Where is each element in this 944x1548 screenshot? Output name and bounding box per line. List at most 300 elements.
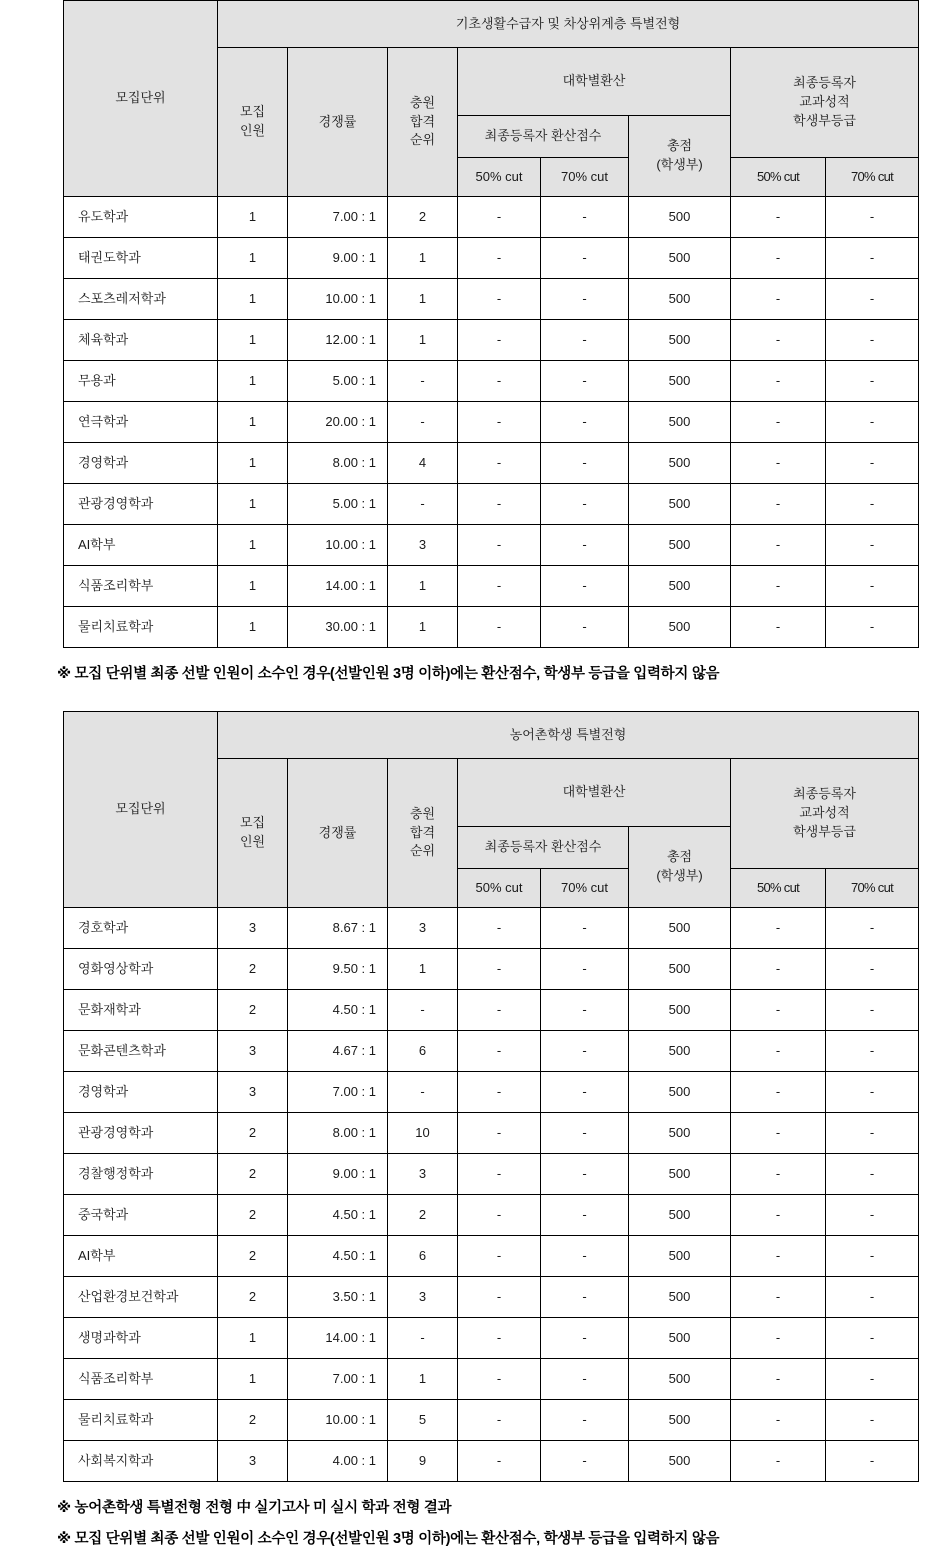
header-total-score xyxy=(629,826,731,907)
cell-waitlist-rank: 6 xyxy=(388,1236,458,1277)
cell-competition-ratio: 14.00 : 1 xyxy=(288,1318,388,1359)
cell-grade-cut70: - xyxy=(826,525,919,566)
header-rank-line2: 합격 xyxy=(409,113,436,129)
cell-total-score: 500 xyxy=(629,1236,731,1277)
cell-unit: 문화재학과 xyxy=(64,990,218,1031)
table-row xyxy=(64,1318,919,1359)
cell-grade-cut70: - xyxy=(826,908,919,949)
cell-unit: 물리치료학과 xyxy=(64,1400,218,1441)
cell-score-cut50: - xyxy=(458,402,541,443)
cell-unit: AI학부 xyxy=(64,525,218,566)
cell-waitlist-rank: 3 xyxy=(388,1277,458,1318)
cell-capacity: 3 xyxy=(218,908,288,949)
header-final-grade-group xyxy=(731,759,919,869)
cell-capacity: 1 xyxy=(218,361,288,402)
cell-score-cut70: - xyxy=(541,1154,629,1195)
table-separator xyxy=(0,683,944,711)
header-unit: 모집단위 xyxy=(64,712,218,908)
cell-total-score: 500 xyxy=(629,1031,731,1072)
cell-score-cut50: - xyxy=(458,1277,541,1318)
cell-grade-cut50: - xyxy=(731,238,826,279)
cell-capacity: 3 xyxy=(218,1031,288,1072)
cell-waitlist-rank: 3 xyxy=(388,908,458,949)
cell-score-cut50: - xyxy=(458,607,541,648)
table-row xyxy=(64,1359,919,1400)
cell-unit: 관광경영학과 xyxy=(64,484,218,525)
cell-score-cut50: - xyxy=(458,197,541,238)
cell-waitlist-rank: 4 xyxy=(388,443,458,484)
cell-grade-cut50: - xyxy=(731,484,826,525)
cell-competition-ratio: 9.50 : 1 xyxy=(288,949,388,990)
cell-competition-ratio: 8.00 : 1 xyxy=(288,443,388,484)
cell-unit: 체육학과 xyxy=(64,320,218,361)
header-capacity-line2: 인원 xyxy=(239,834,266,849)
cell-score-cut50: - xyxy=(458,990,541,1031)
cell-capacity: 2 xyxy=(218,949,288,990)
cell-total-score: 500 xyxy=(629,361,731,402)
table-body-basic-livelihood xyxy=(64,197,919,648)
table-row xyxy=(64,197,919,238)
header-score-cut70: 70% cut xyxy=(541,158,629,197)
cell-score-cut70: - xyxy=(541,1236,629,1277)
cell-capacity: 1 xyxy=(218,566,288,607)
cell-score-cut50: - xyxy=(458,361,541,402)
cell-grade-cut70: - xyxy=(826,1400,919,1441)
cell-total-score: 500 xyxy=(629,1359,731,1400)
cell-competition-ratio: 4.00 : 1 xyxy=(288,1441,388,1482)
cell-competition-ratio: 9.00 : 1 xyxy=(288,1154,388,1195)
cell-grade-cut50: - xyxy=(731,1031,826,1072)
cell-unit: 태권도학과 xyxy=(64,238,218,279)
table-row xyxy=(64,402,919,443)
cell-total-score: 500 xyxy=(629,566,731,607)
header-score-cut50: 50% cut xyxy=(458,869,541,908)
cell-capacity: 1 xyxy=(218,607,288,648)
footnote: ※ 모집 단위별 최종 선발 인원이 소수인 경우(선발인원 3명 이하)에는 환산점수, 학생부 등급을 입력하지 않음 xyxy=(57,666,720,682)
cell-score-cut50: - xyxy=(458,443,541,484)
header-grade-line3: 학생부등급 xyxy=(793,112,856,128)
header-row-top xyxy=(64,712,919,759)
cell-waitlist-rank: - xyxy=(388,484,458,525)
cell-grade-cut70: - xyxy=(826,1277,919,1318)
cell-score-cut70: - xyxy=(541,1318,629,1359)
cell-grade-cut70: - xyxy=(826,1195,919,1236)
cell-score-cut50: - xyxy=(458,1072,541,1113)
cell-grade-cut50: - xyxy=(731,1072,826,1113)
cell-grade-cut50: - xyxy=(731,320,826,361)
table-row xyxy=(64,1277,919,1318)
cell-score-cut50: - xyxy=(458,1031,541,1072)
table-header xyxy=(64,712,919,908)
cell-competition-ratio: 4.50 : 1 xyxy=(288,990,388,1031)
cell-grade-cut50: - xyxy=(731,1195,826,1236)
cell-score-cut70: - xyxy=(541,908,629,949)
cell-grade-cut70: - xyxy=(826,238,919,279)
cell-competition-ratio: 30.00 : 1 xyxy=(288,607,388,648)
cell-grade-cut50: - xyxy=(731,1400,826,1441)
cell-unit: 사회복지학과 xyxy=(64,1441,218,1482)
cell-grade-cut70: - xyxy=(826,1154,919,1195)
header-competition-ratio: 경쟁률 xyxy=(288,759,388,908)
cell-unit: 영화영상학과 xyxy=(64,949,218,990)
cell-waitlist-rank: 1 xyxy=(388,279,458,320)
table-row xyxy=(64,443,919,484)
cell-grade-cut50: - xyxy=(731,1318,826,1359)
cell-grade-cut70: - xyxy=(826,320,919,361)
header-grade-line1: 최종등록자 xyxy=(793,75,856,91)
table-row xyxy=(64,525,919,566)
cell-unit: 생명과학과 xyxy=(64,1318,218,1359)
cell-waitlist-rank: - xyxy=(388,402,458,443)
cell-competition-ratio: 14.00 : 1 xyxy=(288,566,388,607)
header-rank-line1: 충원 xyxy=(409,805,436,821)
cell-capacity: 2 xyxy=(218,1195,288,1236)
cell-unit: 문화콘텐츠학과 xyxy=(64,1031,218,1072)
cell-score-cut70: - xyxy=(541,566,629,607)
cell-score-cut50: - xyxy=(458,320,541,361)
cell-total-score: 500 xyxy=(629,908,731,949)
cell-score-cut70: - xyxy=(541,1400,629,1441)
cell-competition-ratio: 20.00 : 1 xyxy=(288,402,388,443)
cell-score-cut70: - xyxy=(541,1277,629,1318)
cell-score-cut70: - xyxy=(541,484,629,525)
cell-unit: 경찰행정학과 xyxy=(64,1154,218,1195)
cell-score-cut50: - xyxy=(458,566,541,607)
table-row xyxy=(64,484,919,525)
cell-capacity: 2 xyxy=(218,1277,288,1318)
header-capacity xyxy=(218,48,288,197)
cell-total-score: 500 xyxy=(629,320,731,361)
cell-grade-cut50: - xyxy=(731,525,826,566)
cell-score-cut70: - xyxy=(541,607,629,648)
cell-score-cut70: - xyxy=(541,1113,629,1154)
cell-total-score: 500 xyxy=(629,1277,731,1318)
header-rank-line2: 합격 xyxy=(409,824,436,840)
header-rank-line1: 충원 xyxy=(409,94,436,110)
cell-capacity: 3 xyxy=(218,1072,288,1113)
cell-waitlist-rank: 1 xyxy=(388,238,458,279)
cell-capacity: 3 xyxy=(218,1441,288,1482)
header-competition-ratio: 경쟁률 xyxy=(288,48,388,197)
header-waitlist-rank xyxy=(388,759,458,908)
cell-waitlist-rank: 2 xyxy=(388,1195,458,1236)
table-row xyxy=(64,1072,919,1113)
cell-score-cut50: - xyxy=(458,1441,541,1482)
cell-competition-ratio: 7.00 : 1 xyxy=(288,1072,388,1113)
cell-grade-cut50: - xyxy=(731,279,826,320)
cell-grade-cut50: - xyxy=(731,1359,826,1400)
cell-waitlist-rank: - xyxy=(388,361,458,402)
cell-waitlist-rank: 3 xyxy=(388,1154,458,1195)
cell-grade-cut70: - xyxy=(826,1031,919,1072)
cell-grade-cut70: - xyxy=(826,443,919,484)
table-row xyxy=(64,908,919,949)
cell-score-cut50: - xyxy=(458,1236,541,1277)
header-final-grade-group xyxy=(731,48,919,158)
cell-unit: 식품조리학부 xyxy=(64,566,218,607)
header-admission-type-title: 기초생활수급자 및 차상위계층 특별전형 xyxy=(218,1,919,48)
cell-unit: 식품조리학부 xyxy=(64,1359,218,1400)
cell-total-score: 500 xyxy=(629,484,731,525)
cell-competition-ratio: 10.00 : 1 xyxy=(288,525,388,566)
cell-grade-cut70: - xyxy=(826,1113,919,1154)
cell-competition-ratio: 8.67 : 1 xyxy=(288,908,388,949)
cell-unit: 중국학과 xyxy=(64,1195,218,1236)
cell-grade-cut50: - xyxy=(731,361,826,402)
header-university-conversion-group: 대학별환산 xyxy=(458,48,731,116)
cell-unit: 스포츠레저학과 xyxy=(64,279,218,320)
cell-unit: 무용과 xyxy=(64,361,218,402)
cell-score-cut70: - xyxy=(541,525,629,566)
header-grade-line3: 학생부등급 xyxy=(793,823,856,839)
header-total-score xyxy=(629,115,731,196)
header-university-conversion-group: 대학별환산 xyxy=(458,759,731,827)
cell-grade-cut70: - xyxy=(826,484,919,525)
cell-score-cut70: - xyxy=(541,402,629,443)
cell-total-score: 500 xyxy=(629,1318,731,1359)
cell-score-cut70: - xyxy=(541,320,629,361)
cell-unit: 유도학과 xyxy=(64,197,218,238)
header-total-line1: 총점 xyxy=(666,137,693,153)
table-row xyxy=(64,566,919,607)
cell-score-cut50: - xyxy=(458,279,541,320)
cell-total-score: 500 xyxy=(629,1195,731,1236)
cell-total-score: 500 xyxy=(629,279,731,320)
cell-unit: 경호학과 xyxy=(64,908,218,949)
cell-score-cut70: - xyxy=(541,1359,629,1400)
cell-grade-cut50: - xyxy=(731,1441,826,1482)
header-grade-line1: 최종등록자 xyxy=(793,786,856,802)
header-row-top xyxy=(64,1,919,48)
cell-waitlist-rank: 1 xyxy=(388,949,458,990)
cell-waitlist-rank: 3 xyxy=(388,525,458,566)
cell-waitlist-rank: 1 xyxy=(388,1359,458,1400)
header-grade-line2: 교과성적 xyxy=(799,94,850,110)
cell-waitlist-rank: 2 xyxy=(388,197,458,238)
cell-score-cut50: - xyxy=(458,1154,541,1195)
cell-grade-cut50: - xyxy=(731,1236,826,1277)
header-final-enrollee-converted-score: 최종등록자 환산점수 xyxy=(458,826,629,868)
header-total-line1: 총점 xyxy=(666,848,693,864)
admissions-table-basic-livelihood xyxy=(63,0,919,648)
cell-waitlist-rank: 9 xyxy=(388,1441,458,1482)
cell-capacity: 1 xyxy=(218,525,288,566)
cell-grade-cut50: - xyxy=(731,402,826,443)
header-final-enrollee-converted-score: 최종등록자 환산점수 xyxy=(458,115,629,157)
cell-capacity: 2 xyxy=(218,1400,288,1441)
cell-competition-ratio: 4.50 : 1 xyxy=(288,1236,388,1277)
cell-grade-cut50: - xyxy=(731,908,826,949)
cell-score-cut70: - xyxy=(541,1195,629,1236)
cell-grade-cut50: - xyxy=(731,607,826,648)
cell-competition-ratio: 7.00 : 1 xyxy=(288,1359,388,1400)
cell-unit: AI학부 xyxy=(64,1236,218,1277)
cell-capacity: 2 xyxy=(218,1236,288,1277)
cell-capacity: 2 xyxy=(218,990,288,1031)
cell-total-score: 500 xyxy=(629,443,731,484)
table-row xyxy=(64,320,919,361)
cell-grade-cut70: - xyxy=(826,402,919,443)
table-row xyxy=(64,238,919,279)
cell-grade-cut50: - xyxy=(731,1277,826,1318)
table-row xyxy=(64,1441,919,1482)
cell-score-cut50: - xyxy=(458,1113,541,1154)
cell-grade-cut70: - xyxy=(826,1359,919,1400)
cell-capacity: 1 xyxy=(218,1318,288,1359)
cell-score-cut70: - xyxy=(541,1441,629,1482)
cell-score-cut70: - xyxy=(541,197,629,238)
cell-competition-ratio: 8.00 : 1 xyxy=(288,1113,388,1154)
cell-total-score: 500 xyxy=(629,238,731,279)
cell-capacity: 1 xyxy=(218,443,288,484)
cell-competition-ratio: 5.00 : 1 xyxy=(288,361,388,402)
cell-grade-cut70: - xyxy=(826,1318,919,1359)
header-unit: 모집단위 xyxy=(64,1,218,197)
notes-rural-student xyxy=(0,1482,944,1548)
header-capacity xyxy=(218,759,288,908)
header-capacity-line2: 인원 xyxy=(239,123,266,138)
cell-total-score: 500 xyxy=(629,1441,731,1482)
cell-competition-ratio: 4.67 : 1 xyxy=(288,1031,388,1072)
cell-grade-cut70: - xyxy=(826,566,919,607)
cell-grade-cut50: - xyxy=(731,949,826,990)
header-score-cut50: 50% cut xyxy=(458,158,541,197)
cell-capacity: 2 xyxy=(218,1154,288,1195)
table-row xyxy=(64,1113,919,1154)
header-waitlist-rank xyxy=(388,48,458,197)
cell-score-cut70: - xyxy=(541,443,629,484)
cell-grade-cut70: - xyxy=(826,1236,919,1277)
footnote: ※ 농어촌학생 특별전형 전형 中 실기고사 미 실시 학과 전형 결과 xyxy=(57,1500,452,1516)
cell-grade-cut50: - xyxy=(731,1113,826,1154)
cell-grade-cut50: - xyxy=(731,1154,826,1195)
cell-score-cut70: - xyxy=(541,1031,629,1072)
header-capacity-line1: 모집 xyxy=(239,815,266,831)
cell-score-cut50: - xyxy=(458,1359,541,1400)
table-row xyxy=(64,1154,919,1195)
cell-waitlist-rank: - xyxy=(388,1318,458,1359)
cell-total-score: 500 xyxy=(629,607,731,648)
table-header xyxy=(64,1,919,197)
cell-grade-cut70: - xyxy=(826,1072,919,1113)
cell-score-cut50: - xyxy=(458,525,541,566)
table-row xyxy=(64,607,919,648)
cell-competition-ratio: 3.50 : 1 xyxy=(288,1277,388,1318)
header-capacity-line1: 모집 xyxy=(239,104,266,120)
cell-capacity: 1 xyxy=(218,1359,288,1400)
cell-score-cut70: - xyxy=(541,1072,629,1113)
table-row xyxy=(64,279,919,320)
cell-capacity: 1 xyxy=(218,279,288,320)
cell-competition-ratio: 10.00 : 1 xyxy=(288,1400,388,1441)
table-row xyxy=(64,1236,919,1277)
cell-score-cut70: - xyxy=(541,238,629,279)
cell-capacity: 1 xyxy=(218,197,288,238)
cell-score-cut50: - xyxy=(458,238,541,279)
cell-score-cut70: - xyxy=(541,949,629,990)
cell-grade-cut50: - xyxy=(731,443,826,484)
cell-score-cut50: - xyxy=(458,1195,541,1236)
header-grade-cut70: 70% cut xyxy=(826,869,919,908)
cell-total-score: 500 xyxy=(629,402,731,443)
cell-waitlist-rank: - xyxy=(388,1072,458,1113)
cell-grade-cut70: - xyxy=(826,607,919,648)
cell-total-score: 500 xyxy=(629,949,731,990)
header-score-cut70: 70% cut xyxy=(541,869,629,908)
header-total-line2: (학생부) xyxy=(656,156,703,172)
cell-competition-ratio: 12.00 : 1 xyxy=(288,320,388,361)
cell-waitlist-rank: - xyxy=(388,990,458,1031)
cell-grade-cut70: - xyxy=(826,990,919,1031)
cell-competition-ratio: 9.00 : 1 xyxy=(288,238,388,279)
cell-capacity: 1 xyxy=(218,238,288,279)
cell-capacity: 1 xyxy=(218,402,288,443)
cell-score-cut50: - xyxy=(458,949,541,990)
cell-grade-cut50: - xyxy=(731,990,826,1031)
table-row xyxy=(64,1400,919,1441)
footnote: ※ 모집 단위별 최종 선발 인원이 소수인 경우(선발인원 3명 이하)에는 환산점수, 학생부 등급을 입력하지 않음 xyxy=(57,1531,720,1547)
cell-grade-cut50: - xyxy=(731,197,826,238)
cell-grade-cut70: - xyxy=(826,949,919,990)
cell-grade-cut70: - xyxy=(826,279,919,320)
cell-unit: 관광경영학과 xyxy=(64,1113,218,1154)
cell-unit: 산업환경보건학과 xyxy=(64,1277,218,1318)
cell-unit: 물리치료학과 xyxy=(64,607,218,648)
cell-total-score: 500 xyxy=(629,525,731,566)
cell-score-cut50: - xyxy=(458,1318,541,1359)
header-rank-line3: 순위 xyxy=(409,843,436,859)
header-grade-cut70: 70% cut xyxy=(826,158,919,197)
cell-total-score: 500 xyxy=(629,1113,731,1154)
cell-competition-ratio: 10.00 : 1 xyxy=(288,279,388,320)
cell-capacity: 1 xyxy=(218,320,288,361)
cell-score-cut70: - xyxy=(541,279,629,320)
cell-waitlist-rank: 1 xyxy=(388,320,458,361)
cell-competition-ratio: 4.50 : 1 xyxy=(288,1195,388,1236)
cell-total-score: 500 xyxy=(629,1154,731,1195)
table-row xyxy=(64,1031,919,1072)
cell-capacity: 2 xyxy=(218,1113,288,1154)
cell-capacity: 1 xyxy=(218,484,288,525)
notes-basic-livelihood xyxy=(0,648,944,683)
cell-score-cut70: - xyxy=(541,361,629,402)
header-admission-type-title: 농어촌학생 특별전형 xyxy=(218,712,919,759)
cell-waitlist-rank: 1 xyxy=(388,607,458,648)
cell-score-cut50: - xyxy=(458,484,541,525)
cell-total-score: 500 xyxy=(629,990,731,1031)
admissions-table-rural-student xyxy=(63,711,919,1482)
cell-waitlist-rank: 5 xyxy=(388,1400,458,1441)
cell-waitlist-rank: 1 xyxy=(388,566,458,607)
header-grade-cut50: 50% cut xyxy=(731,158,826,197)
header-total-line2: (학생부) xyxy=(656,867,703,883)
cell-score-cut70: - xyxy=(541,990,629,1031)
cell-competition-ratio: 7.00 : 1 xyxy=(288,197,388,238)
cell-score-cut50: - xyxy=(458,908,541,949)
header-rank-line3: 순위 xyxy=(409,132,436,148)
header-grade-line2: 교과성적 xyxy=(799,805,850,821)
table-row xyxy=(64,949,919,990)
cell-waitlist-rank: 6 xyxy=(388,1031,458,1072)
cell-unit: 경영학과 xyxy=(64,443,218,484)
table-row xyxy=(64,1195,919,1236)
table-body-rural-student xyxy=(64,908,919,1482)
header-grade-cut50: 50% cut xyxy=(731,869,826,908)
cell-total-score: 500 xyxy=(629,1400,731,1441)
cell-grade-cut70: - xyxy=(826,1441,919,1482)
cell-grade-cut70: - xyxy=(826,197,919,238)
cell-total-score: 500 xyxy=(629,1072,731,1113)
